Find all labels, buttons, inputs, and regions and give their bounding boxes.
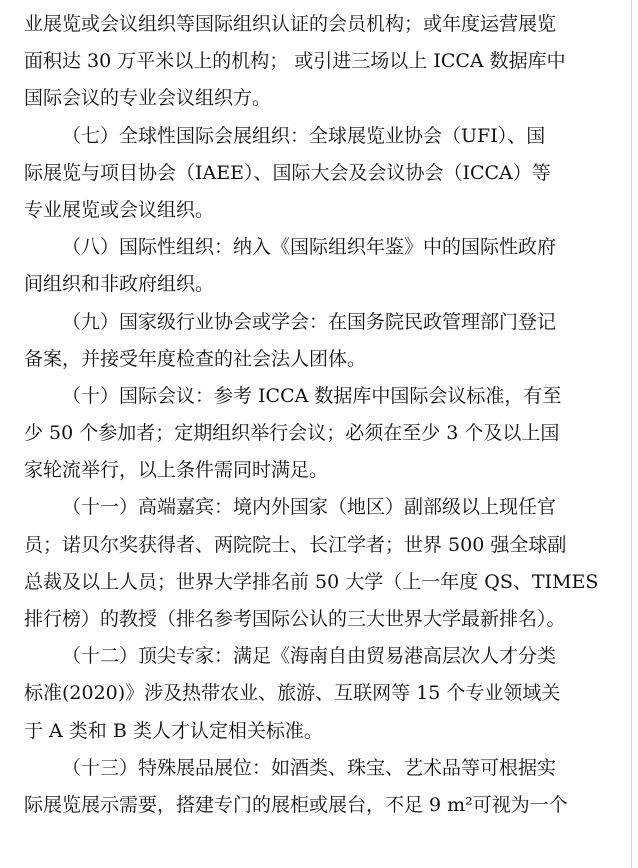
text-line: 家轮流举行，以上条件需同时满足。 (24, 459, 329, 482)
text-line: 业展览或会议组织等国际组织认证的会员机构；或年度运营展览 (24, 13, 557, 35)
text-line: 于 A 类和 B 类人才认定相关标准。 (24, 719, 323, 742)
text-line: 际展览与项目协会（IAEE）、国际大会及会议协会（ICCA）等 (24, 161, 551, 184)
paragraph-start-line: （十）国际会议：参考 ICCA 数据库中国际会议标准，有至 (62, 384, 562, 407)
paragraph-start-line: （七）全球性国际会展组织：全球展览业协会（UFI）、国 (62, 124, 546, 147)
paragraph-start-line: （八）国际性组织：纳入《国际组织年鉴》中的国际性政府 (62, 236, 557, 259)
text-line: 备案，并接受年度检查的社会法人团体。 (24, 347, 367, 370)
text-line: 总裁及以上人员；世界大学排名前 50 大学（上一年度 QS、TIMES (24, 570, 599, 593)
paragraph-start-line: （十三）特殊展品展位：如酒类、珠宝、艺术品等可根据实 (62, 756, 557, 779)
text-line: 间组织和非政府组织。 (24, 273, 215, 296)
text-line: 国际会议的专业会议组织方。 (24, 87, 272, 110)
paragraph-start-line: （十一）高端嘉宾：境内外国家（地区）副部级以上现任官 (62, 496, 557, 519)
text-line: 标准(2020)》涉及热带农业、旅游、互联网等 15 个专业领域关 (24, 682, 561, 705)
scan-edge-line (631, 0, 632, 868)
paragraph-start-line: （九）国家级行业协会或学会：在国务院民政管理部门登记 (62, 310, 557, 333)
text-line: 排行榜）的教授（排名参考国际公认的三大世界大学最新排名）。 (24, 608, 566, 630)
text-line: 际展览展示需要，搭建专门的展柜或展台，不足 9 m²可视为一个 (24, 793, 568, 816)
text-line: 专业展览或会议组织。 (24, 198, 215, 221)
paragraph-start-line: （十二）顶尖专家：满足《海南自由贸易港高层次人才分类 (62, 645, 557, 668)
text-line: 员；诺贝尔奖获得者、两院院士、长江学者；世界 500 强全球副 (24, 533, 567, 556)
text-line: 少 50 个参加者；定期组织举行会议；必须在至少 3 个及以上国 (24, 422, 560, 445)
text-line: 面积达 30 万平米以上的机构； 或引进三场以上 ICCA 数据库中 (24, 50, 566, 73)
